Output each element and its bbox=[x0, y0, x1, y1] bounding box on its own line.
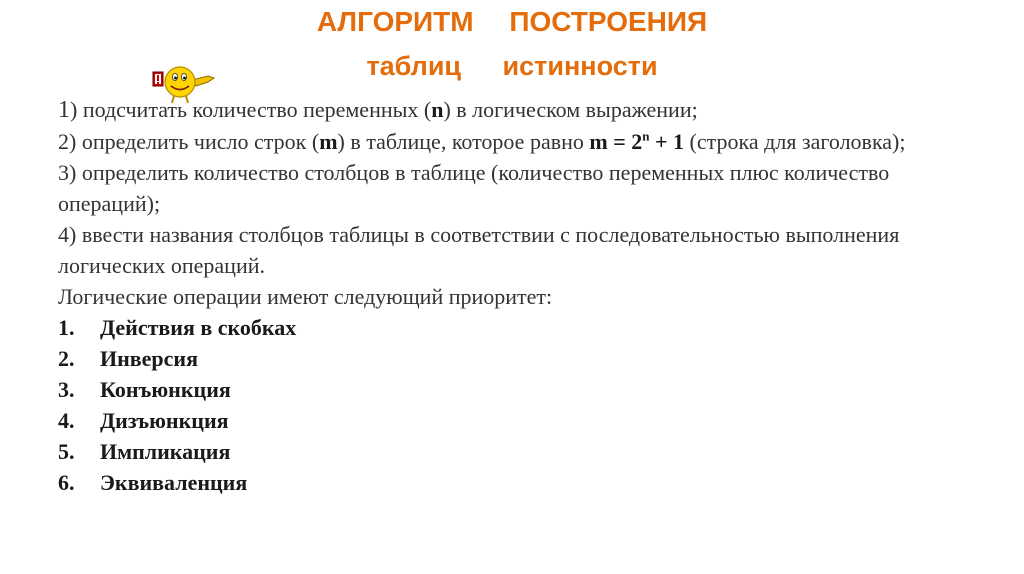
page-title: АЛГОРИТМ ПОСТРОЕНИЯ bbox=[316, 6, 708, 37]
step-3: 3) определить количество столбцов в таблице (количество переменных плюс количество операций); bbox=[58, 160, 890, 216]
list-item: 6. Эквиваленция bbox=[58, 470, 248, 495]
priority-list bbox=[58, 312, 958, 498]
list-item: 2. Инверсия bbox=[58, 346, 199, 371]
priority-intro: Логические операции имеют следующий приоритет: bbox=[58, 284, 553, 309]
page-subtitle: таблиц истинности bbox=[366, 51, 658, 81]
var-m: m bbox=[319, 129, 338, 154]
list-item: 4. Дизъюнкция bbox=[58, 408, 229, 433]
algorithm-steps bbox=[58, 94, 958, 498]
step-2: 2) определить число строк (m) в таблице, которое равно $m = 2^n + 1$ (строка для заголовка); bbox=[58, 128, 906, 154]
step-1: 1) подсчитать количество переменных (n) в логическом выражении; bbox=[58, 97, 698, 123]
list-item: 5. Импликация bbox=[58, 439, 231, 464]
step-4: 4) ввести названия столбцов таблицы в соответствии с последовательностью выполнения логических операций. bbox=[58, 222, 900, 278]
formula: $m = 2^n + 1$ bbox=[589, 128, 685, 154]
list-item: 1. Действия в скобках bbox=[58, 315, 297, 340]
var-n: n bbox=[431, 97, 444, 122]
list-item: 3. Конъюнкция bbox=[58, 377, 231, 402]
